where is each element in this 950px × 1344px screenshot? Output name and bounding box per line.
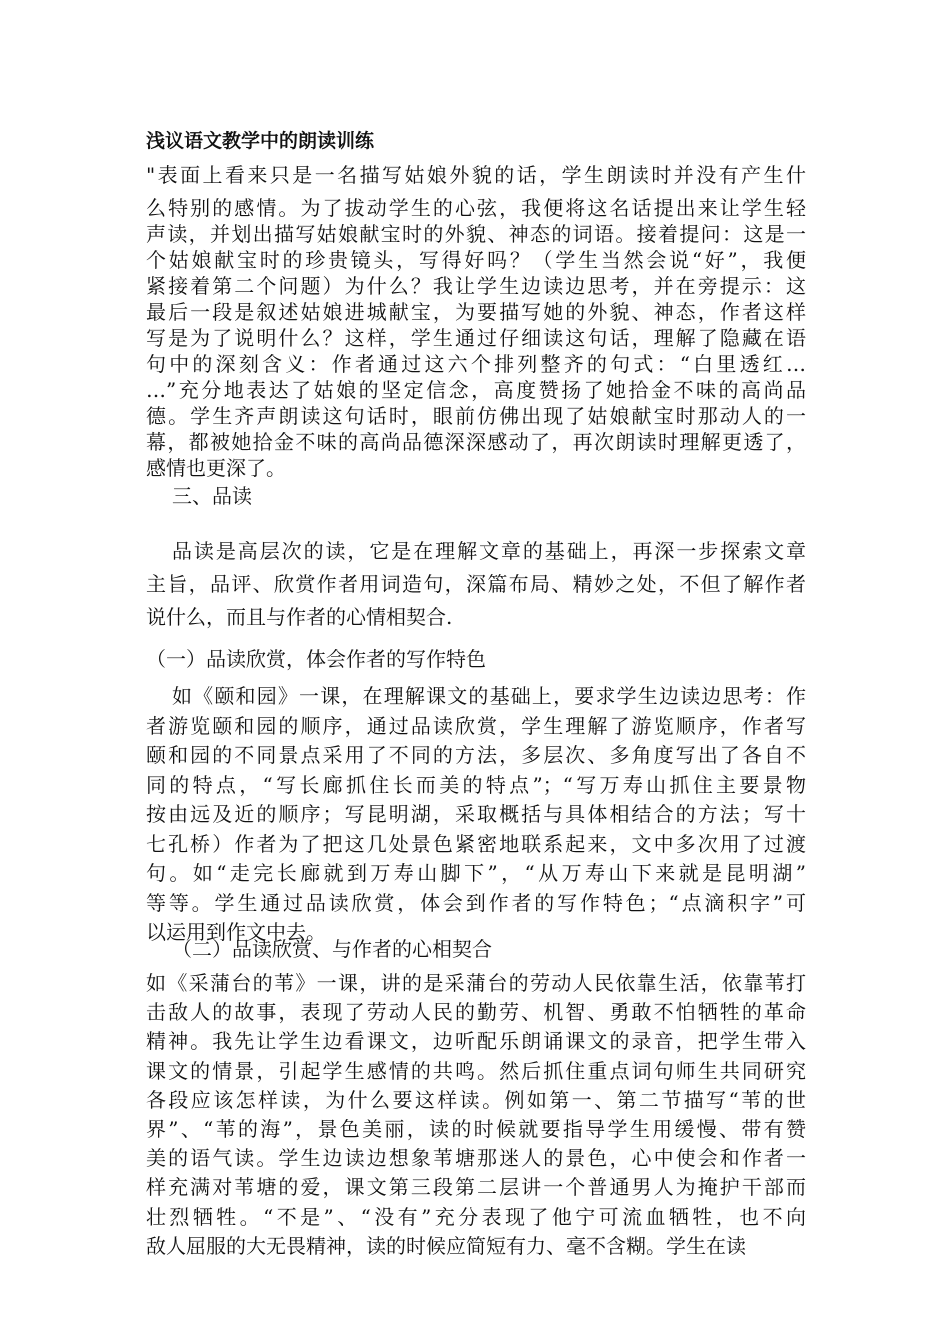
text-line: 声读，并划出描写姑娘献宝时的外貌、神态的词语。接着提问：这是一: [146, 222, 806, 246]
text-line: 如《颐和园》一课，在理解课文的基础上，要求学生边读边思考：作: [172, 684, 806, 708]
text-line: 说什么，而且与作者的心情相契合.: [146, 605, 453, 629]
text-line: 写是为了说明什么？这样，学生通过仔细读这句话，理解了隐藏在语: [146, 326, 806, 350]
subheading-1: （一）品读欣赏，体会作者的写作特色: [146, 647, 486, 671]
text-line: 如《采蒲台的苇》一课，讲的是采蒲台的劳动人民依靠生活，依靠苇打: [146, 971, 806, 995]
text-line: 么特别的感情。为了拔动学生的心弦，我便将这名话提出来让学生轻: [146, 196, 806, 220]
text-line: 幕，都被她拾金不味的高尚品德深深感动了，再次朗读时理解更透了，: [146, 430, 806, 454]
text-line: 课文的情景，引起学生感情的共鸣。然后抓住重点词句师生共同研究: [146, 1058, 806, 1083]
text-line: "表面上看来只是一名描写姑娘外貌的话，学生朗读时并没有产生什: [146, 163, 806, 187]
document-title: 浅议语文教学中的朗读训练: [146, 130, 375, 152]
text-line: 样充满对苇塘的爱，课文第三段第二层讲一个普通男人为掩护干部而: [146, 1175, 806, 1200]
section-heading-pindu: 三、品读: [172, 484, 252, 508]
text-line: 最后一段是叙述姑娘进城献宝，为要描写她的外貌、神态，作者这样: [146, 300, 806, 324]
text-line: 感情也更深了。: [146, 456, 286, 480]
paragraph-3: [146, 682, 806, 948]
text-line: 个姑娘献宝时的珍贵镜头，写得好吗？（学生当然会说“好”，我便: [146, 248, 806, 272]
text-line: 敌人屈服的大无畏精神，读的时候应简短有力、毫不含糊。学生在读: [146, 1233, 746, 1258]
text-line: 击敌人的故事，表现了劳动人民的勤劳、机智、勇敢不怕牺牲的革命: [146, 1000, 806, 1025]
text-line: 界”、“苇的海”，景色美丽，读的时候就要指导学生用缓慢、带有赞: [146, 1116, 806, 1141]
text-line: 主旨，品评、欣赏作者用词造句，深篇布局、精妙之处，不但了解作者: [146, 572, 806, 596]
text-line: 句。如“走完长廊就到万寿山脚下”，“从万寿山下来就是昆明湖”: [146, 861, 806, 885]
text-line: 七孔桥）作者为了把这几处景色紧密地联系起来，文中多次用了过渡: [146, 831, 806, 856]
text-line: 以运用到作文中去。: [146, 920, 326, 944]
text-line: 德。学生齐声朗读这句话时，眼前仿佛出现了姑娘献宝时那动人的一: [146, 404, 806, 428]
text-line: 按由远及近的顺序；写昆明湖，采取概括与具体相结合的方法；写十: [146, 802, 806, 826]
text-line: 句中的深刻含义：作者通过这六个排列整齐的句式：“白里透红…: [146, 352, 806, 376]
text-line: 紧接着第二个问题）为什么？我让学生边读边思考，并在旁提示：这: [146, 274, 806, 298]
text-line: 等等。学生通过品读欣赏，体会到作者的写作特色；“点滴积字”可: [146, 890, 806, 915]
text-line: …”充分地表达了姑娘的坚定信念，高度赞扬了她拾金不味的高尚品: [146, 378, 806, 402]
paragraph-2: [146, 535, 806, 634]
text-line: 壮烈牺牲。“不是”、“没有”充分表现了他宁可流血牺牲，也不向: [146, 1204, 806, 1229]
text-line: 各段应该怎样读，为什么要这样读。例如第一、第二节描写“苇的世: [146, 1087, 806, 1112]
text-line: 颐和园的不同景点采用了不同的方法，多层次、多角度写出了各自不: [146, 743, 806, 767]
text-line: 品读是高层次的读，它是在理解文章的基础上，再深一步探索文章: [172, 539, 806, 563]
paragraph-4: [146, 969, 806, 1261]
text-line: 美的语气读。学生边读边想象苇塘那迷人的景色，心中使会和作者一: [146, 1146, 806, 1171]
text-line: 精神。我先让学生边看课文，边听配乐朗诵课文的录音，把学生带入: [146, 1029, 806, 1054]
subheading-2: （二）品读欣赏、与作者的心相契合: [172, 937, 492, 961]
text-line: 者游览颐和园的顺序，通过品读欣赏，学生理解了游览顺序，作者写: [146, 713, 806, 738]
text-line: 同的特点，“写长廊抓住长而美的特点”；“写万寿山抓住主要景物: [146, 772, 806, 797]
paragraph-1: [146, 162, 806, 481]
